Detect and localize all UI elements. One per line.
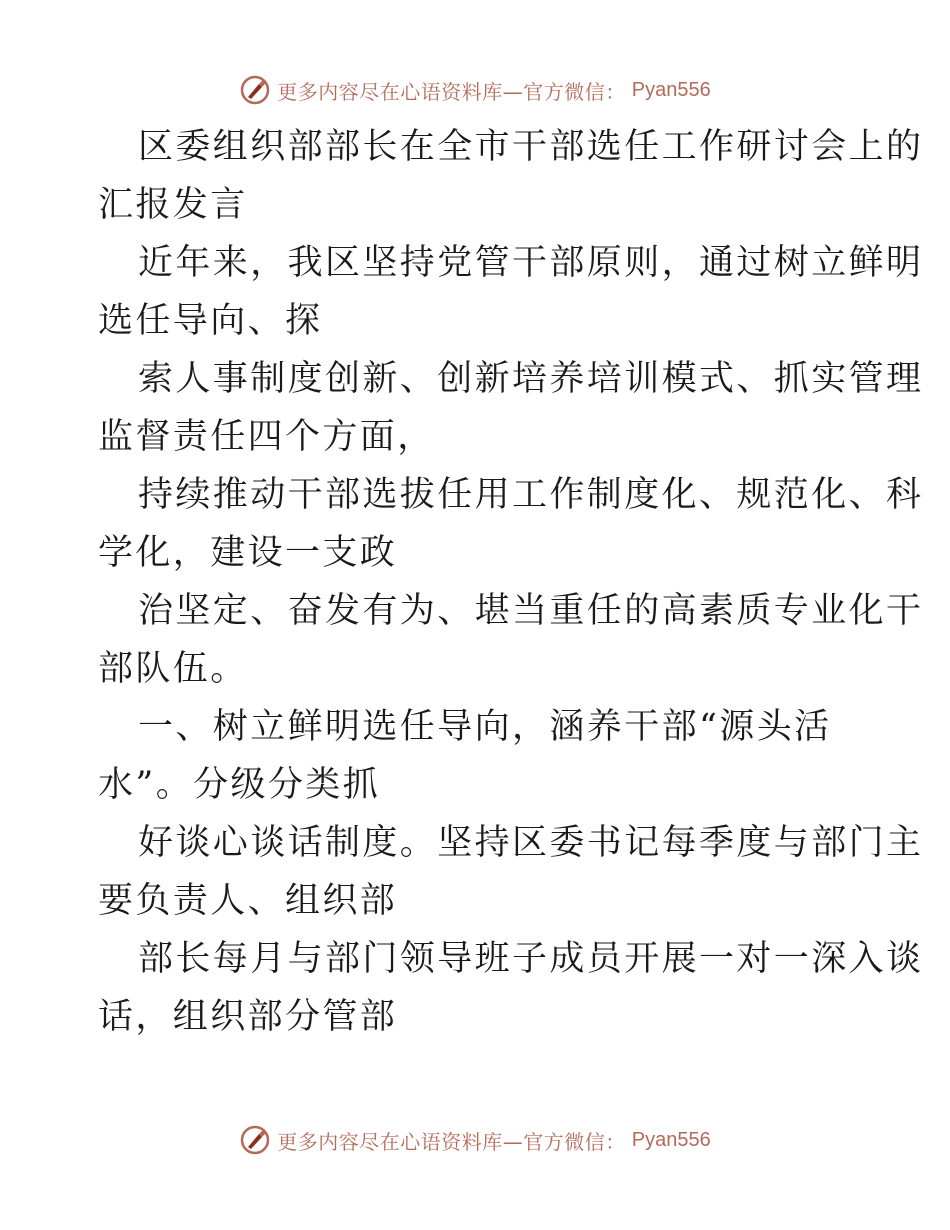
- paragraph-line: 近年来，我区坚持党管干部原则，通过树立鲜明: [138, 243, 924, 283]
- document-body: [98, 118, 924, 1046]
- paragraph-3: [98, 350, 924, 466]
- paragraph-5: [98, 582, 924, 698]
- paragraph-line: 要负责人、组织部: [98, 881, 398, 921]
- pen-logo-icon: [239, 74, 271, 106]
- paragraph-line: 水”。分级分类抓: [98, 765, 381, 805]
- paragraph-line: 监督责任四个方面，: [98, 417, 435, 457]
- pen-logo-icon: [239, 1124, 271, 1156]
- header-watermark: [0, 70, 950, 110]
- watermark-text: 更多内容尽在心语资料库—官方微信：: [277, 1129, 626, 1154]
- footer-watermark: [0, 1120, 950, 1160]
- paragraph-line: 部长每月与部门领导班子成员开展一对一深入谈: [138, 939, 924, 979]
- watermark-wechat-id: Pyan556: [631, 78, 711, 101]
- paragraph-8: [98, 930, 924, 1046]
- paragraph-line: 治坚定、奋发有为、堪当重任的高素质专业化干: [138, 591, 924, 631]
- paragraph-line: 学化，建设一支政: [98, 533, 398, 573]
- paragraph-line: 区委组织部部长在全市干部选任工作研讨会上的: [138, 127, 924, 167]
- paragraph-line: 部队伍。: [98, 649, 248, 689]
- paragraph-line: 好谈心谈话制度。坚持区委书记每季度与部门主: [138, 823, 924, 863]
- paragraph-1: [98, 118, 924, 234]
- paragraph-2: [98, 234, 924, 350]
- paragraph-line: 话，组织部分管部: [98, 997, 398, 1037]
- paragraph-6: [98, 698, 858, 814]
- paragraph-line: 一、树立鲜明选任导向，涵养干部“源头活: [138, 707, 832, 747]
- watermark-wechat-id: Pyan556: [631, 1128, 711, 1151]
- paragraph-line: 索人事制度创新、创新培养培训模式、抓实管理: [138, 359, 924, 399]
- paragraph-line: 持续推动干部选拔任用工作制度化、规范化、科: [138, 475, 924, 515]
- watermark-text: 更多内容尽在心语资料库—官方微信：: [277, 79, 626, 104]
- paragraph-7: [98, 814, 924, 930]
- paragraph-line: 选任导向、探: [98, 301, 323, 341]
- paragraph-line: 汇报发言: [98, 185, 248, 225]
- paragraph-4: [98, 466, 924, 582]
